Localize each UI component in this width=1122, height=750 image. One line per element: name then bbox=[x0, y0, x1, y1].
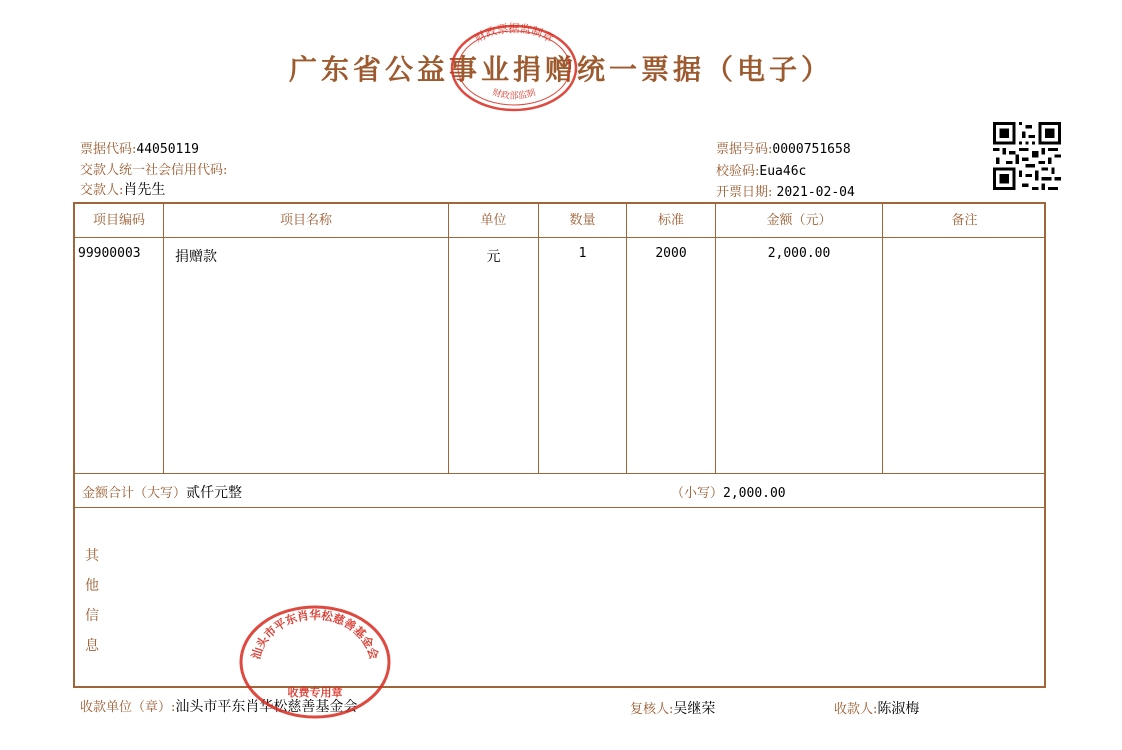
svg-text:财政票据监制章 bbox=[472, 22, 556, 45]
bill-table bbox=[73, 202, 1046, 688]
payee-value: 陈淑梅 bbox=[877, 701, 920, 717]
col-header-code: 项目编码 bbox=[92, 213, 145, 228]
payer-row bbox=[80, 179, 165, 199]
col-divider bbox=[626, 204, 627, 237]
bill-number-row bbox=[716, 138, 851, 157]
col-header-name: 项目名称 bbox=[279, 213, 332, 228]
col-header-note: 备注 bbox=[951, 213, 978, 228]
payee-row bbox=[834, 698, 919, 718]
bill-number-label: 票据号码: bbox=[716, 142, 773, 157]
payer-value: 肖先生 bbox=[123, 182, 166, 198]
total-small-value: 2,000.00 bbox=[723, 486, 786, 501]
bill-number-value: 0000751658 bbox=[772, 142, 851, 157]
col-divider bbox=[448, 237, 449, 473]
receiver-value: 汕头市平东肖华松慈善基金会 bbox=[175, 699, 358, 715]
issue-date-value: 2021-02-04 bbox=[776, 185, 855, 200]
other-info-char: 信 bbox=[85, 608, 99, 624]
col-divider bbox=[882, 237, 883, 473]
col-divider bbox=[715, 237, 716, 473]
check-code-row bbox=[716, 160, 806, 179]
col-divider bbox=[538, 237, 539, 473]
row-std: 2000 bbox=[655, 246, 687, 261]
bill-code-value: 44050119 bbox=[136, 142, 200, 157]
seal-center-text: 收费专用章 bbox=[287, 686, 343, 699]
svg-text:财政部监制 bbox=[491, 86, 537, 102]
col-header-qty: 数量 bbox=[569, 213, 596, 228]
seal-ring-text: 汕头市平东肖华松慈善基金会 bbox=[248, 607, 382, 661]
check-code-label: 校验码: bbox=[716, 164, 760, 179]
row-amount: 2,000.00 bbox=[767, 246, 831, 261]
total-upper-row bbox=[82, 482, 242, 502]
reviewer-value: 吴继荣 bbox=[673, 701, 716, 717]
check-code-value: Eua46c bbox=[759, 164, 807, 179]
other-info-char: 他 bbox=[85, 578, 99, 594]
payee-label: 收款人: bbox=[834, 702, 878, 717]
row-name: 捐赠款 bbox=[175, 249, 217, 265]
other-info-char: 其 bbox=[85, 548, 99, 564]
row-qty: 1 bbox=[578, 246, 587, 261]
col-header-amount: 金额（元） bbox=[766, 213, 832, 228]
credit-code-row bbox=[80, 159, 227, 178]
receiver-label: 收款单位（章）: bbox=[80, 700, 176, 715]
col-divider bbox=[882, 204, 883, 237]
col-divider bbox=[163, 237, 164, 473]
credit-code-label: 交款人统一社会信用代码: bbox=[80, 163, 228, 178]
bill-code-row bbox=[80, 138, 199, 157]
row-code: 99900003 bbox=[78, 246, 141, 261]
body-divider bbox=[75, 473, 1044, 474]
issue-date-row bbox=[716, 181, 855, 200]
reviewer-row bbox=[630, 698, 715, 718]
receiver-row bbox=[80, 696, 357, 716]
row-unit: 元 bbox=[486, 249, 501, 265]
reviewer-label: 复核人: bbox=[630, 702, 674, 717]
document-title: 广东省公益事业捐赠统一票据（电子） bbox=[288, 53, 833, 86]
col-divider bbox=[538, 204, 539, 237]
seal-top-text: 财政票据监制章 bbox=[472, 22, 556, 46]
col-divider bbox=[448, 204, 449, 237]
bill-code-label: 票据代码: bbox=[80, 142, 137, 157]
payer-label: 交款人: bbox=[80, 183, 124, 198]
total-divider bbox=[75, 507, 1044, 508]
header-divider bbox=[75, 237, 1044, 238]
col-divider bbox=[715, 204, 716, 237]
other-info-char: 息 bbox=[85, 638, 99, 654]
col-divider bbox=[163, 204, 164, 237]
col-divider bbox=[626, 237, 627, 473]
seal-bottom-text: 财政部监制 bbox=[490, 87, 538, 102]
col-header-std: 标准 bbox=[657, 213, 684, 228]
total-upper-value: 贰仟元整 bbox=[186, 485, 243, 501]
qr-code-icon bbox=[993, 122, 1061, 190]
issue-date-label: 开票日期: bbox=[716, 185, 773, 200]
total-small-label: （小写） bbox=[671, 486, 724, 501]
col-header-unit: 单位 bbox=[480, 213, 507, 228]
total-upper-label: 金额合计（大写） bbox=[82, 486, 187, 501]
total-small-row bbox=[671, 482, 786, 501]
